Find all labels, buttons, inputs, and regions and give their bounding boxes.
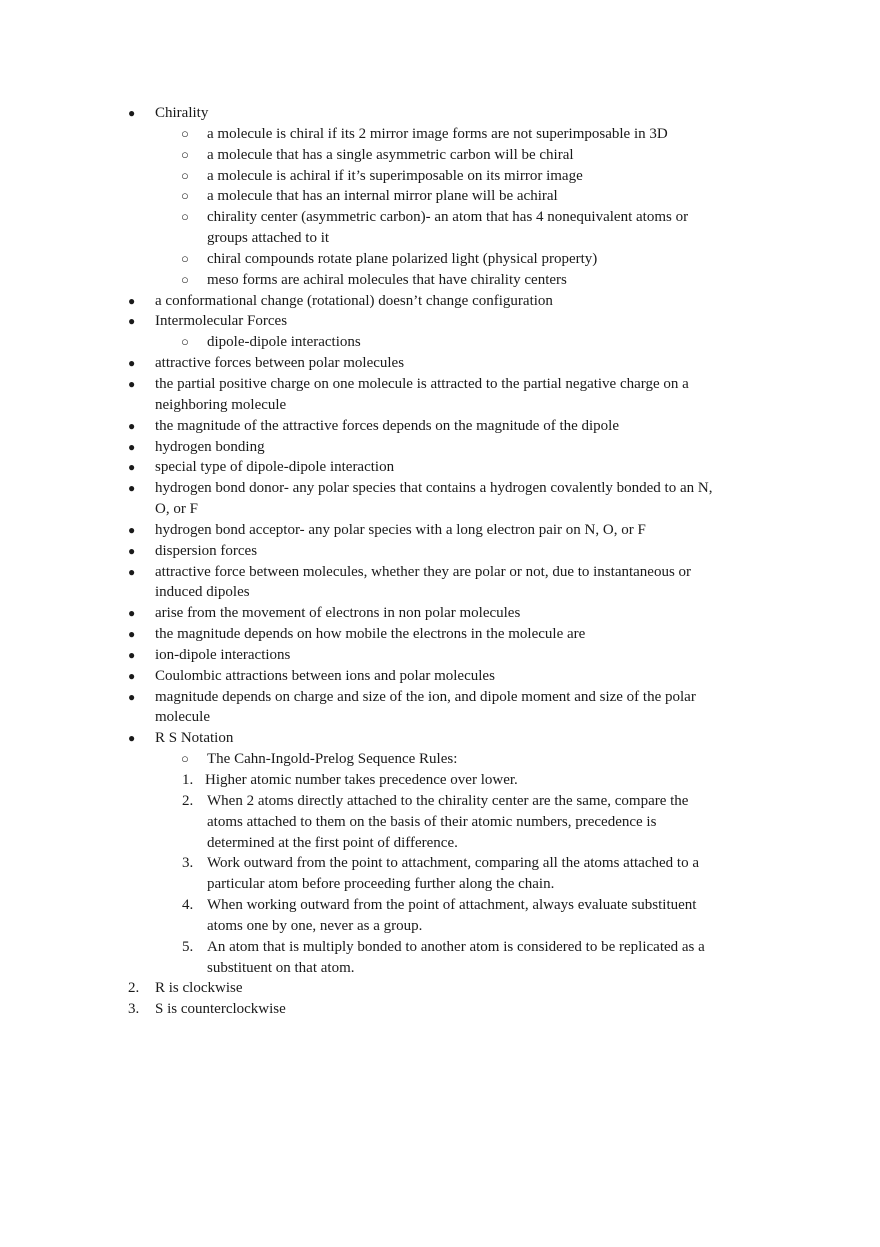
list-item (0, 249, 880, 270)
list-item (0, 999, 880, 1020)
bullet-icon: ● (128, 106, 136, 120)
list-item (0, 624, 880, 645)
list-item-text: Coulombic attractions between ions and polar molecules (155, 667, 495, 684)
hollow-bullet-icon: ○ (181, 751, 189, 767)
list-item-text: hydrogen bond donor- any polar species that contains a hydrogen covalently bonded to an N, O, or F (155, 480, 713, 518)
list-item-text: a molecule that has a single asymmetric carbon will be chiral (207, 146, 574, 163)
list-item-text: meso forms are achiral molecules that have chirality centers (207, 271, 567, 288)
list-number: 2. (182, 792, 194, 809)
bullet-icon: ● (128, 293, 136, 308)
list-item (0, 291, 880, 312)
list-item (0, 437, 880, 458)
list-item (0, 749, 880, 770)
list-item-text: hydrogen bond acceptor- any polar species with a long electron pair on N, O, or F (155, 521, 646, 538)
list-item (0, 270, 880, 291)
list-item-text: the partial positive charge on one molecule is attracted to the partial negative charge on a neighboring molecule (155, 375, 689, 413)
list-item (0, 562, 880, 604)
list-item-text: dispersion forces (155, 542, 258, 559)
bullet-icon: ● (128, 460, 136, 475)
list-item-text: a molecule that has an internal mirror plane will be achiral (207, 188, 558, 205)
list-item (0, 937, 880, 979)
list-item (0, 207, 880, 249)
hollow-bullet-icon: ○ (181, 188, 189, 204)
list-item-text: The Cahn-Ingold-Prelog Sequence Rules: (207, 751, 458, 768)
hollow-bullet-icon: ○ (181, 334, 189, 350)
list-item-text: dipole-dipole interactions (207, 334, 361, 351)
bullet-icon: ● (128, 522, 136, 537)
list-item (0, 186, 880, 207)
list-item-text: the magnitude depends on how mobile the electrons in the molecule are (155, 626, 586, 643)
list-item (0, 374, 880, 416)
bullet-icon: ● (128, 606, 136, 621)
list-item (0, 603, 880, 624)
list-number: 5. (182, 938, 194, 955)
list-item (0, 791, 880, 854)
list-item (0, 978, 880, 999)
list-item-text: special type of dipole-dipole interaction (155, 459, 395, 476)
bullet-icon: ● (128, 314, 136, 329)
list-item-text: attractive force between molecules, whether they are polar or not, due to instantaneous or induced dipoles (155, 563, 692, 601)
list-item (0, 103, 880, 124)
list-item-text: magnitude depends on charge and size of the ion, and dipole moment and size of the polar molecule (155, 688, 696, 726)
list-item-text: When working outward from the point of attachment, always evaluate substituent atoms one by one, never as a group. (207, 897, 697, 934)
list-item-text: Chirality (155, 105, 209, 121)
list-item (0, 457, 880, 478)
bullet-icon: ● (128, 481, 136, 496)
bullet-icon: ● (128, 647, 136, 662)
list-item-text: a conformational change (rotational) doesn’t change configuration (155, 292, 553, 309)
list-item (0, 353, 880, 374)
list-item (0, 332, 880, 353)
list-item-text: When 2 atoms directly attached to the chirality center are the same, compare the atoms attached to them on the basis of their atomic numbers, precedence is determined at the first point of difference. (207, 792, 689, 851)
hollow-bullet-icon: ○ (181, 125, 189, 141)
bullet-icon: ● (128, 564, 136, 579)
list-item (0, 770, 880, 791)
bullet-icon: ● (128, 731, 136, 746)
list-item-text: An atom that is multiply bonded to another atom is considered to be replicated as a substituent on that atom. (207, 938, 705, 976)
list-item (0, 311, 880, 332)
bullet-icon: ● (128, 418, 136, 433)
list-item (0, 645, 880, 666)
bullet-icon: ● (128, 689, 136, 704)
list-item (0, 166, 880, 187)
bullet-icon: ● (128, 668, 136, 683)
list-number: 2. (128, 980, 140, 997)
list-item-text: attractive forces between polar molecules (155, 355, 405, 372)
list-item (0, 541, 880, 562)
list-item (0, 687, 880, 729)
list-item-text: a molecule is achiral if it’s superimposable on its mirror image (207, 167, 583, 184)
hollow-bullet-icon: ○ (181, 167, 189, 183)
list-item-text: S is counterclockwise (155, 1001, 286, 1018)
list-item (0, 478, 880, 520)
list-item (0, 666, 880, 687)
bullet-icon: ● (128, 376, 136, 391)
list-item-text: hydrogen bonding (155, 438, 265, 455)
list-number: 1. (182, 772, 194, 788)
list-number: 3. (128, 1001, 140, 1018)
list-item (0, 728, 880, 749)
list-item-text: a molecule is chiral if its 2 mirror image forms are not superimposable in 3D (207, 125, 668, 142)
list-number: 3. (182, 855, 194, 872)
list-item (0, 416, 880, 437)
list-item-text: arise from the movement of electrons in non polar molecules (155, 605, 521, 622)
list-item-text: R is clockwise (155, 980, 243, 997)
hollow-bullet-icon: ○ (181, 146, 189, 162)
bullet-icon: ● (128, 356, 136, 371)
bullet-icon: ● (128, 543, 136, 558)
hollow-bullet-icon: ○ (181, 209, 189, 225)
list-item (0, 853, 880, 895)
list-item-text: Higher atomic number takes precedence over lower. (205, 772, 518, 788)
list-item-text: R S Notation (155, 730, 234, 747)
list-item-text: ion-dipole interactions (155, 646, 291, 663)
list-item-text: the magnitude of the attractive forces depends on the magnitude of the dipole (155, 417, 620, 434)
list-item (0, 124, 880, 145)
bullet-icon: ● (128, 439, 136, 454)
hollow-bullet-icon: ○ (181, 250, 189, 266)
list-number: 4. (182, 897, 194, 914)
list-item-text: chiral compounds rotate plane polarized light (physical property) (207, 250, 598, 267)
list-item-text: Intermolecular Forces (155, 313, 288, 330)
list-item (0, 145, 880, 166)
hollow-bullet-icon: ○ (181, 271, 189, 287)
list-item (0, 895, 880, 937)
list-item-text: chirality center (asymmetric carbon)- an atom that has 4 nonequivalent atoms or groups attached to it (207, 209, 689, 247)
list-item-text: Work outward from the point to attachment, comparing all the atoms attached to a particular atom before proceeding further along the chain. (207, 855, 699, 893)
list-item (0, 520, 880, 541)
notes-list (0, 103, 880, 1020)
bullet-icon: ● (128, 627, 136, 642)
